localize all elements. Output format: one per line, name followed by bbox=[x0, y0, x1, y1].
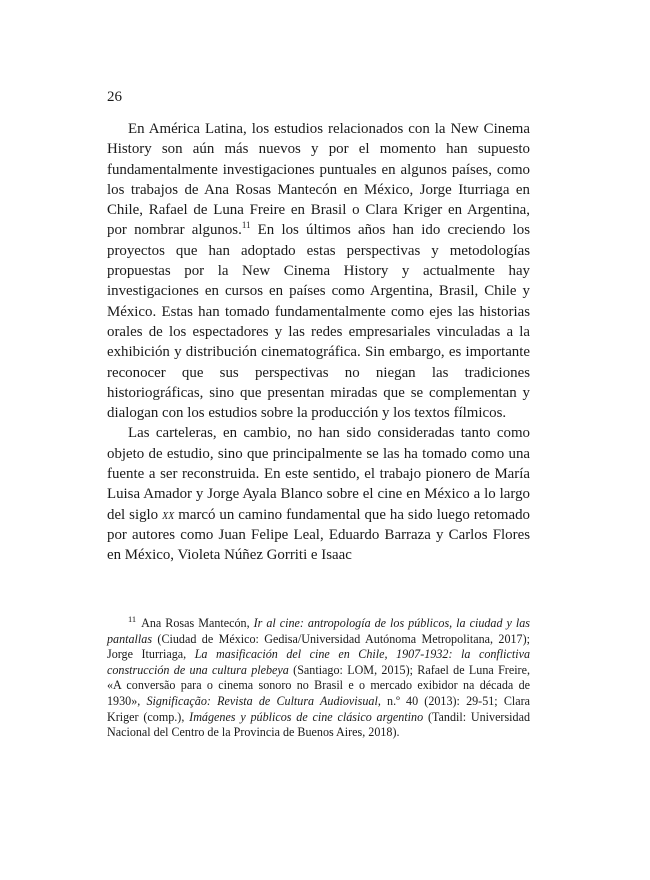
text-run: marcó un camino fundamental que ha sido luego retomado por autores como Juan Felipe Leal, Eduardo Barraza y Carlos Flores en México, Violeta Núñez Gorriti e Isaac bbox=[107, 506, 530, 564]
page-number: 26 bbox=[107, 89, 122, 105]
text-run: , n.º 40 (2013): 29-51; Clara Kriger (comp.), bbox=[107, 693, 531, 724]
footnote-reference: 11 bbox=[241, 220, 251, 231]
book-title: Ir al cine: antropología de los públicos, la ciudad y las pantallas bbox=[107, 616, 530, 646]
text-run: (Tandil: Universidad Nacional del Centro de la Provincia de Buenos Aires, 2018). bbox=[107, 709, 530, 740]
text-run: Las carteleras, en cambio, no han sido consideradas tanto como objeto de estudio, sino que principalmente se las ha tomado como una fuente a ser reconstruida. En este sentido, el trabajo pionero de María Luisa Amador y Jorge Ayala Blanco sobre el cine en México a lo largo del siglo bbox=[107, 425, 530, 523]
footnote bbox=[107, 613, 531, 741]
journal-title: Significação: Revista de Cultura Audiovisual bbox=[146, 693, 378, 708]
paragraph-1 bbox=[107, 119, 530, 423]
text-run: En América Latina, los estudios relacionados con la New Cinema History son aún más nuevos y por el momento han supuesto fundamentalmente investigaciones puntuales en algunos países, como los trabajos de Ana Rosas Mantecón en México, Jorge Iturriaga en Chile, Rafael de Luna Freire en Brasil o Clara Kriger en Argentina, por nombrar algunos. bbox=[107, 121, 530, 239]
footnote-11 bbox=[107, 613, 531, 741]
text-run: En los últimos años han ido creciendo los proyectos que han adoptado estas perspectivas y metodologías propuestas por la New Cinema History y actualmente hay investigaciones en cursos en países como Argentina, Brasil, Chile y México. Estas han tomado fundamentalmente como ejes las historias orales de los espectadores y las redes empresariales vinculadas a la exhibición y distribución cinematográfica. Sin embargo, es importante reconocer que sus perspectivas no niegan las tradiciones historiográficas, sino que presentan miradas que se complementan y dialogan con los estudios sobre la producción y los textos fílmicos. bbox=[107, 222, 530, 422]
paragraph-2 bbox=[107, 423, 530, 565]
book-title: Imágenes y públicos de cine clásico argentino bbox=[189, 709, 424, 724]
body-text bbox=[107, 119, 530, 566]
century-roman-numeral: xx bbox=[162, 506, 175, 523]
footnote-mark: 11 bbox=[128, 613, 137, 624]
text-run: Ana Rosas Mantecón, bbox=[141, 616, 254, 630]
book-title: La masificación del cine en Chile, 1907-1932: la conflictiva construcción de una cultura plebeya bbox=[107, 647, 530, 677]
text-run: (Santiago: LOM, 2015); Rafael de Luna Freire, «A conversão para o cinema sonoro no Brasil e o mercado exibidor na década de 1930», bbox=[107, 662, 530, 708]
text-run: (Ciudad de México: Gedisa/Universidad Autónoma Metropolitana, 2017); Jorge Iturriaga, bbox=[107, 631, 530, 662]
